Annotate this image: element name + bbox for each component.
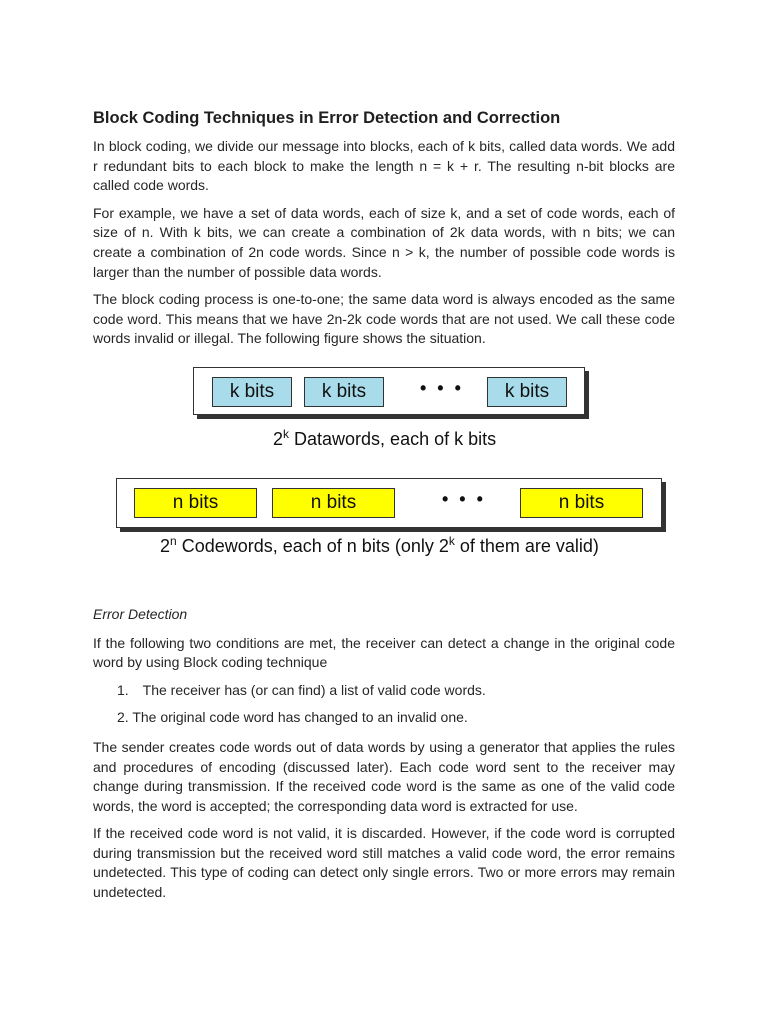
ellipsis-dots: • • • [442, 488, 486, 509]
paragraph-example: For example, we have a set of data words, each of size k, and a set of code words, each of size of n. With k bits, we can create a combination of 2k data words, with n bits; we can create a combination of 2n code words. Since n > k, the number of possible code words is larger than the number of possible data words. [93, 204, 675, 280]
caption1-base: 2 [273, 428, 284, 449]
list-item [93, 708, 675, 728]
codeword-cell: n bits [134, 488, 257, 518]
ellipsis-dots: • • • [420, 377, 464, 398]
document-body [93, 107, 675, 911]
datawords-row [193, 367, 585, 415]
list-number: 1. [117, 681, 129, 698]
caption2-text-b: of them are valid) [454, 535, 599, 556]
paragraph-conditions-intro: If the following two conditions are met, the receiver can detect a change in the original code word by using Block coding technique [93, 634, 675, 671]
caption1-text: Datawords, each of k bits [289, 428, 497, 449]
caption1-exponent: k [283, 426, 290, 441]
dataword-cell: k bits [304, 377, 384, 407]
datawords-caption [273, 427, 496, 450]
block-coding-figure [93, 361, 675, 583]
codeword-cell: n bits [520, 488, 643, 518]
dataword-cell: k bits [487, 377, 567, 407]
caption2-text-a: Codewords, each of n bits (only 2 [176, 535, 449, 556]
list-number: 2. [117, 709, 129, 726]
list-text: The receiver has (or can find) a list of valid code words. [142, 681, 486, 698]
dataword-cell: k bits [212, 377, 292, 407]
caption2-base: 2 [160, 535, 171, 556]
caption2-exponent: n [170, 533, 177, 548]
section-heading-error-detection: Error Detection [93, 605, 188, 622]
list-text: The original code word has changed to an invalid one. [132, 709, 468, 726]
caption2-exponent-2: k [448, 533, 455, 548]
paragraph-one-to-one: The block coding process is one-to-one; the same data word is always encoded as the same code word. This means that we have 2n-2k code words that are not used. We call these code words invalid or illegal. The following figure shows the situation. [93, 291, 675, 347]
paragraph-invalid-code: If the received code word is not valid, it is discarded. However, if the code word is corrupted during transmission but the received word still matches a valid code word, the error remains undetected. This type of coding can detect only single errors. Two or more errors may remain undetected. [93, 825, 675, 901]
codewords-caption [160, 534, 599, 557]
codewords-row [116, 478, 662, 528]
page-title: Block Coding Techniques in Error Detection and Correction [93, 109, 561, 127]
list-item [93, 681, 675, 701]
paragraph-sender: The sender creates code words out of data words by using a generator that applies the rules and procedures of encoding (discussed later). Each code word sent to the receiver may change during transmission. If the received code word is the same as one of the valid code words, the word is accepted; the corresponding data word is extracted for use. [93, 738, 675, 814]
codeword-cell: n bits [272, 488, 395, 518]
paragraph-block-coding-intro: In block coding, we divide our message into blocks, each of k bits, called data words. We add r redundant bits to each block to make the length n = k + r. The resulting n-bit blocks are called code words. [93, 138, 675, 194]
